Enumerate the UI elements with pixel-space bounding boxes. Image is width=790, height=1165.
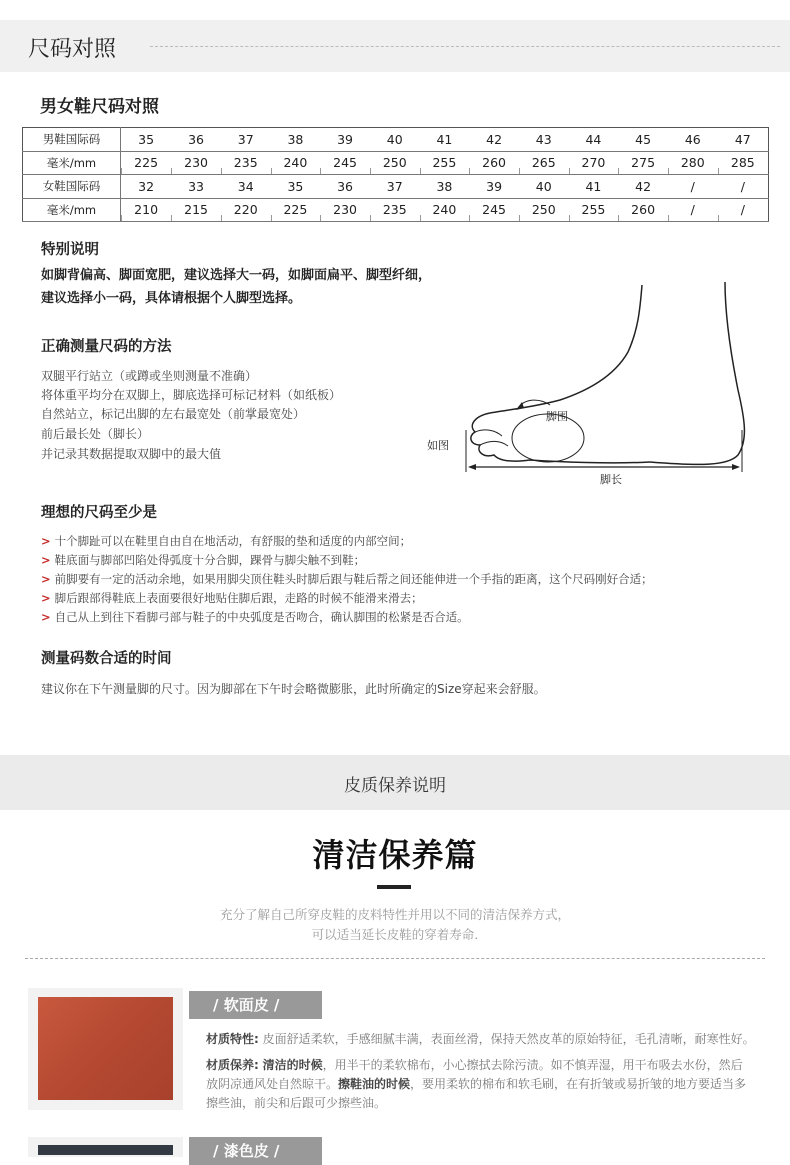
size-cell: 240 bbox=[420, 198, 470, 222]
foot-length-label: 脚长 bbox=[600, 473, 622, 486]
size-cell: 35 bbox=[121, 128, 172, 152]
size-cell: / bbox=[668, 198, 718, 222]
size-cell: 280 bbox=[668, 151, 718, 175]
foot-outline-icon bbox=[420, 280, 760, 490]
chevron-right-icon: > bbox=[41, 534, 51, 548]
size-cell: 215 bbox=[171, 198, 221, 222]
size-cell: 37 bbox=[370, 175, 420, 199]
size-cell: 39 bbox=[320, 128, 370, 152]
leather-features: 材质特性: 皮面舒适柔软，手感细腻丰满，表面丝滑，保持天然皮革的原始特征，毛孔清晰，耐寒性好。 bbox=[206, 1032, 755, 1046]
size-chart-title: 男女鞋尺码对照 bbox=[40, 97, 159, 117]
ideal-size-item: > 鞋底面与脚部凹陷处得弧度十分合脚，踝骨与脚尖触不到鞋； bbox=[41, 553, 366, 567]
size-cell: 260 bbox=[618, 198, 668, 222]
size-row bbox=[23, 198, 769, 222]
cleaning-title: 清洁保养篇 bbox=[312, 836, 478, 874]
size-cell: 38 bbox=[420, 175, 470, 199]
measure-step: 自然站立，标记出脚的左右最宽处（前掌最宽处） bbox=[41, 407, 306, 421]
ideal-size-title: 理想的尺码至少是 bbox=[41, 505, 157, 521]
section-header bbox=[0, 20, 790, 72]
size-row-label: 毫米/mm bbox=[23, 198, 121, 222]
size-cell: 37 bbox=[221, 128, 271, 152]
size-cell: 250 bbox=[370, 151, 420, 175]
ideal-size-item: > 前脚要有一定的活动余地，如果用脚尖顶住鞋头时脚后跟与鞋后帮之间还能伸进一个手指的距离，这个尺码刚好合适； bbox=[41, 572, 653, 586]
chevron-right-icon: > bbox=[41, 591, 51, 605]
size-row-label: 男鞋国际码 bbox=[23, 128, 121, 152]
size-cell: / bbox=[718, 198, 769, 222]
measure-step: 前后最长处（脚长） bbox=[41, 427, 150, 441]
leather-care-line: 材质保养: 清洁的时候，用半干的柔软棉布，小心擦拭去除污渍。如不慎弄湿，用干布吸去水份，然后 bbox=[206, 1058, 743, 1072]
size-cell: 42 bbox=[469, 128, 519, 152]
size-cell: 270 bbox=[569, 151, 619, 175]
size-row-label: 毫米/mm bbox=[23, 151, 121, 175]
size-cell: 38 bbox=[271, 128, 321, 152]
measure-step: 将体重平均分在双脚上，脚底选择可标记材料（如纸板） bbox=[41, 388, 342, 402]
size-row bbox=[23, 151, 769, 175]
size-row bbox=[23, 175, 769, 199]
size-cell: 245 bbox=[320, 151, 370, 175]
section-header-title: 尺码对照 bbox=[28, 37, 117, 62]
size-cell: 34 bbox=[221, 175, 271, 199]
special-note-line: 如脚背偏高、脚面宽肥，建议选择大一码，如脚面扁平、脚型纤细， bbox=[41, 268, 432, 283]
size-cell: 225 bbox=[271, 198, 321, 222]
leather-care-line: 擦些油，前尖和后跟可少擦些油。 bbox=[206, 1096, 387, 1110]
size-cell: / bbox=[718, 175, 769, 199]
leather-care-line: 放阴凉通风处自然晾干。擦鞋油的时候，要用柔软的棉布和软毛刷，在有折皱或易折皱的地方要适当多 bbox=[206, 1077, 747, 1091]
size-cell: 255 bbox=[569, 198, 619, 222]
size-cell: 45 bbox=[618, 128, 668, 152]
ideal-size-item: > 自己从上到往下看脚弓部与鞋子的中央弧度是否吻合，确认脚围的松紧是否合适。 bbox=[41, 610, 469, 624]
foot-as-shown-label: 如图 bbox=[427, 439, 449, 452]
size-cell: 235 bbox=[221, 151, 271, 175]
size-cell: 42 bbox=[618, 175, 668, 199]
size-cell: 225 bbox=[121, 151, 172, 175]
title-underline bbox=[377, 885, 411, 889]
chevron-right-icon: > bbox=[41, 553, 51, 567]
size-cell: 265 bbox=[519, 151, 569, 175]
cleaning-intro: 可以适当延长皮鞋的穿着寿命. bbox=[311, 927, 479, 942]
measure-method-title: 正确测量尺码的方法 bbox=[41, 339, 172, 355]
size-cell: 230 bbox=[171, 151, 221, 175]
size-cell: 275 bbox=[618, 151, 668, 175]
size-cell: 32 bbox=[121, 175, 172, 199]
leather-swatch-image bbox=[38, 997, 173, 1100]
ideal-size-item: > 十个脚趾可以在鞋里自由自在地活动，有舒服的垫和适度的内部空间； bbox=[41, 534, 412, 548]
size-cell: 285 bbox=[718, 151, 769, 175]
size-cell: 235 bbox=[370, 198, 420, 222]
timing-text: 建议你在下午测量脚的尺寸。因为脚部在下午时会略微膨胀，此时所确定的Size穿起来会舒服。 bbox=[41, 682, 546, 696]
ideal-size-item: > 脚后跟部得鞋底上表面要很好地贴住脚后跟，走路的时候不能滑来滑去； bbox=[41, 591, 423, 605]
size-cell: 44 bbox=[569, 128, 619, 152]
size-cell: 40 bbox=[370, 128, 420, 152]
chevron-right-icon: > bbox=[41, 610, 51, 624]
size-cell: 36 bbox=[171, 128, 221, 152]
divider bbox=[25, 958, 765, 959]
size-cell: / bbox=[668, 175, 718, 199]
size-row-label: 女鞋国际码 bbox=[23, 175, 121, 199]
special-note-title: 特别说明 bbox=[41, 242, 99, 258]
size-cell: 40 bbox=[519, 175, 569, 199]
size-cell: 43 bbox=[519, 128, 569, 152]
foot-girth-label: 脚围 bbox=[546, 410, 568, 423]
size-cell: 260 bbox=[469, 151, 519, 175]
foot-measurement-diagram bbox=[420, 280, 760, 490]
care-section-title: 皮质保养说明 bbox=[344, 776, 446, 796]
size-cell: 36 bbox=[320, 175, 370, 199]
chevron-right-icon: > bbox=[41, 572, 51, 586]
size-cell: 245 bbox=[469, 198, 519, 222]
size-cell: 47 bbox=[718, 128, 769, 152]
measure-step: 双腿平行站立（或蹲或坐则测量不准确） bbox=[41, 369, 258, 383]
size-cell: 41 bbox=[420, 128, 470, 152]
leather-swatch-image bbox=[38, 1145, 173, 1155]
leather-type-tag: / 漆色皮 / bbox=[189, 1137, 322, 1165]
cleaning-intro: 充分了解自己所穿皮鞋的皮料特性并用以不同的清洁保养方式， bbox=[219, 907, 570, 922]
size-cell: 35 bbox=[271, 175, 321, 199]
size-cell: 255 bbox=[420, 151, 470, 175]
size-cell: 210 bbox=[121, 198, 172, 222]
size-cell: 46 bbox=[668, 128, 718, 152]
timing-title: 测量码数合适的时间 bbox=[41, 651, 172, 667]
size-cell: 230 bbox=[320, 198, 370, 222]
size-row bbox=[23, 128, 769, 152]
size-cell: 39 bbox=[469, 175, 519, 199]
size-cell: 250 bbox=[519, 198, 569, 222]
size-cell: 33 bbox=[171, 175, 221, 199]
size-chart-table bbox=[22, 127, 769, 222]
special-note-line: 建议选择小一码，具体请根据个人脚型选择。 bbox=[41, 291, 302, 306]
size-cell: 41 bbox=[569, 175, 619, 199]
measure-step: 并记录其数据提取双脚中的最大值 bbox=[41, 447, 222, 461]
header-dotted-line bbox=[150, 46, 780, 47]
size-cell: 240 bbox=[271, 151, 321, 175]
size-cell: 220 bbox=[221, 198, 271, 222]
care-section-header bbox=[0, 755, 790, 810]
leather-type-tag: / 软面皮 / bbox=[189, 991, 322, 1019]
